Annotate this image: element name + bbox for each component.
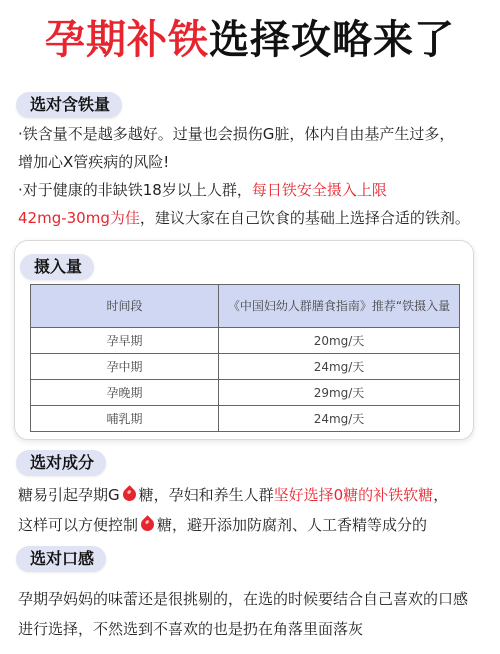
title-red: 孕期补铁 [45, 17, 209, 63]
section4-text [18, 584, 488, 644]
table-cell: 29mg/天 [219, 380, 460, 406]
tag-intake: 摄入量 [20, 254, 94, 280]
tag-iron-content: 选对含铁量 [16, 92, 122, 118]
section4-line2: 进行选择，不然选到不喜欢的也是扔在角落里面落灰 [18, 620, 364, 638]
section4-line1: 孕期孕妈妈的味蕾还是很挑剔的，在选的时候要结合自己喜欢的口感 [18, 590, 469, 608]
section1-line4 [18, 204, 488, 232]
table-cell: 孕中期 [31, 354, 219, 380]
section1-line4-b: ，建议大家在自己饮食的基础上选择合适的铁剂。 [139, 209, 470, 227]
table-row [31, 328, 460, 354]
section3-line2 [18, 510, 488, 540]
table-header-period: 时间段 [31, 285, 219, 328]
table-cell: 24mg/天 [219, 406, 460, 432]
section3-line1-b: 糖，孕妇和养生人群 [138, 486, 274, 504]
table-header-recommendation: 《中国妇幼人群膳食指南》推荐“铁摄入量 [219, 285, 460, 328]
table-row [31, 380, 460, 406]
table-cell: 24mg/天 [219, 354, 460, 380]
table-cell: 孕早期 [31, 328, 219, 354]
table-row [31, 406, 460, 432]
section3-line1-c: 坚好选择0糖的补铁软糖 [273, 486, 434, 504]
section3-line1-d: ， [433, 486, 449, 504]
section1-line2: 增加心X管疾病的风险! [18, 153, 170, 171]
section1-line3 [18, 176, 488, 204]
section3-line2-b: 糖，避开添加防腐剂、人工香精等成分的 [157, 516, 428, 534]
tag-taste: 选对口感 [16, 546, 106, 572]
table-cell: 20mg/天 [219, 328, 460, 354]
section3-line1-a: 糖易引起孕期G [18, 486, 120, 504]
section1-text [18, 120, 488, 232]
blood-drop-icon [138, 515, 156, 533]
section1-line3-b: 每日铁安全摄入上限 [251, 181, 387, 199]
section1-line1: ·铁含量不是越多越好。过量也会损伤G脏，体内自由基产生过多， [18, 125, 455, 143]
table-cell: 孕晚期 [31, 380, 219, 406]
section3-text [18, 480, 488, 540]
section3-line2-a: 这样可以方便控制 [18, 516, 139, 534]
page-title [0, 14, 500, 66]
section3-line1 [18, 480, 488, 510]
title-black: 选择攻略来了 [209, 17, 455, 63]
intake-table [30, 284, 460, 432]
table-cell: 哺乳期 [31, 406, 219, 432]
tag-ingredients: 选对成分 [16, 450, 106, 476]
blood-drop-icon [120, 485, 138, 503]
section1-line4-a: 42mg-30mg为佳 [18, 209, 140, 227]
section1-line3-a: ·对于健康的非缺铁18岁以上人群， [18, 181, 252, 199]
table-header-row [31, 285, 460, 328]
table-row [31, 354, 460, 380]
